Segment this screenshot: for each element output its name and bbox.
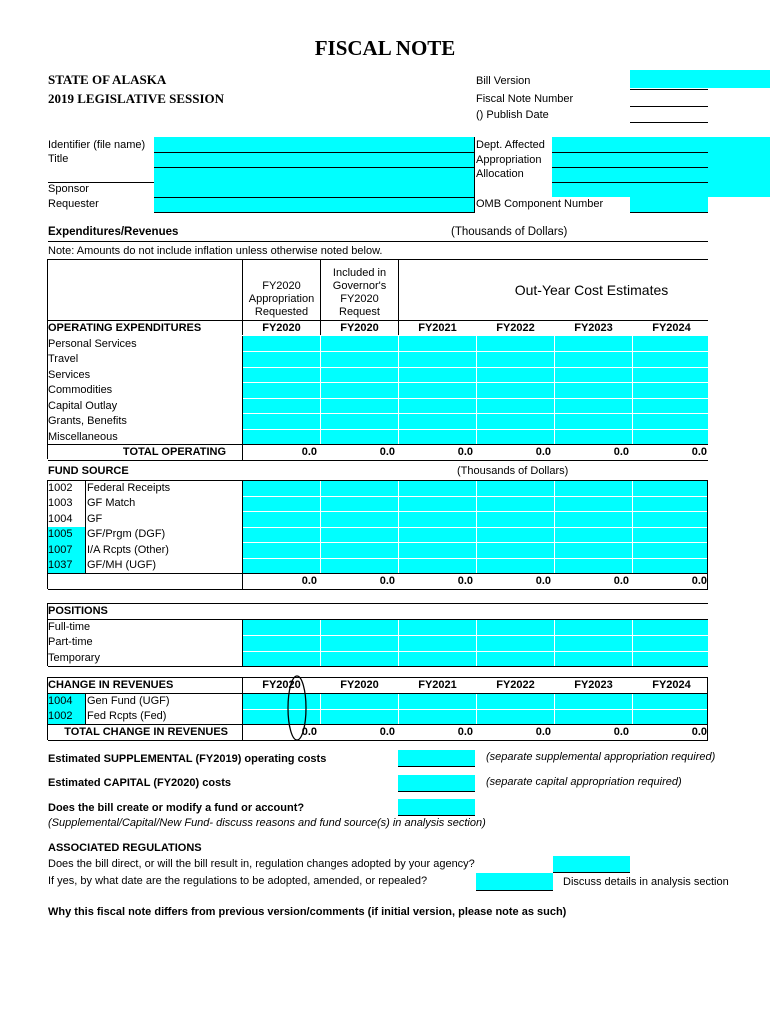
capital-label: Estimated CAPITAL (FY2020) costs: [48, 777, 231, 789]
supplemental-field[interactable]: [398, 750, 475, 767]
page-title: FISCAL NOTE: [314, 36, 456, 60]
revenues-heading: CHANGE IN REVENUES: [48, 679, 174, 691]
fund-note: (Supplemental/Capital/New Fund- discuss reasons and fund source(s) in analysis section): [48, 817, 486, 829]
total-operating-value: 0.0: [301, 446, 317, 458]
fund-code: 1037: [48, 559, 73, 571]
capital-field[interactable]: [398, 775, 475, 792]
operating-row-label: Capital Outlay: [48, 400, 118, 412]
title-label: Title: [48, 153, 69, 165]
year-header: FY2024: [652, 679, 691, 691]
expenditures-heading: Expenditures/Revenues: [48, 226, 179, 238]
fund-name: GF/Prgm (DGF): [87, 528, 166, 540]
year-header: FY2020: [262, 322, 301, 334]
year-header: FY2023: [574, 322, 613, 334]
fund-total-value: 0.0: [379, 575, 395, 587]
omb-label: OMB Component Number: [476, 198, 604, 210]
year-header: FY2022: [496, 679, 535, 691]
year-header: FY2020: [262, 679, 301, 691]
why-differs-label: Why this fiscal note differs from previous version/comments (if initial version, please note as such): [48, 906, 567, 918]
total-revenues-value: 0.0: [535, 726, 551, 738]
total-revenues-label: TOTAL CHANGE IN REVENUES: [64, 726, 228, 738]
outyear-heading: Out-Year Cost Estimates: [514, 282, 669, 298]
total-operating-value: 0.0: [457, 446, 473, 458]
fund-question-field[interactable]: [398, 799, 475, 816]
operating-row-label: Grants, Benefits: [48, 415, 127, 427]
fund-code: 1003: [48, 497, 73, 509]
fiscal-note-number-label: Fiscal Note Number: [476, 93, 574, 105]
fund-total-value: 0.0: [535, 575, 551, 587]
fund-question: Does the bill create or modify a fund or account?: [48, 802, 305, 814]
col-governors-request: Included in Governor's FY2020 Request: [332, 267, 387, 318]
fund-name: Federal Receipts: [87, 482, 171, 494]
omb-field[interactable]: [630, 197, 708, 212]
total-operating-value: 0.0: [535, 446, 551, 458]
publish-date-label: () Publish Date: [476, 109, 549, 121]
operating-row-label: Travel: [48, 353, 79, 365]
fund-name: GF: [87, 513, 103, 525]
identifier-title-field[interactable]: [154, 137, 474, 182]
fiscal-note-number-field[interactable]: [630, 106, 708, 107]
operating-row-label: Miscellaneous: [48, 431, 118, 443]
bill-version-label: Bill Version: [476, 75, 531, 87]
operating-row-label: Commodities: [48, 384, 113, 396]
total-revenues-value: 0.0: [301, 726, 317, 738]
year-header: FY2021: [418, 322, 457, 334]
revenue-code: 1004: [48, 695, 73, 707]
total-operating-value: 0.0: [691, 446, 707, 458]
operating-row-label: Services: [48, 369, 91, 381]
total-operating-value: 0.0: [613, 446, 629, 458]
operating-heading: OPERATING EXPENDITURES: [48, 322, 202, 334]
year-header: FY2022: [496, 322, 535, 334]
fund-total-value: 0.0: [457, 575, 473, 587]
allocation-label: Allocation: [476, 168, 524, 180]
year-header: FY2023: [574, 679, 613, 691]
assoc-question-1-field[interactable]: [553, 856, 630, 873]
inflation-note: Note: Amounts do not include inflation unless otherwise noted below.: [48, 245, 383, 257]
capital-note: (separate capital appropriation required): [486, 776, 682, 788]
fund-code: 1004: [48, 513, 73, 525]
supplemental-label: Estimated SUPPLEMENTAL (FY2019) operating costs: [48, 753, 327, 765]
expenditures-units: (Thousands of Dollars): [451, 226, 568, 238]
fund-total-value: 0.0: [691, 575, 707, 587]
col-appropriation-requested: FY2020 Appropriation Requested: [248, 280, 315, 318]
fund-code: 1005: [48, 528, 73, 540]
assoc-question-2: If yes, by what date are the regulations to be adopted, amended, or repealed?: [48, 875, 428, 887]
total-operating-label: TOTAL OPERATING: [122, 446, 226, 458]
fund-source-units: (Thousands of Dollars): [457, 465, 569, 477]
sponsor-label: Sponsor: [48, 183, 89, 195]
assoc-regulations-heading: ASSOCIATED REGULATIONS: [48, 842, 202, 854]
annotation-oval: [284, 674, 310, 742]
total-operating-value: 0.0: [379, 446, 395, 458]
revenue-name: Gen Fund (UGF): [87, 695, 170, 707]
fund-name: GF Match: [87, 497, 136, 509]
fund-code: 1007: [48, 544, 73, 556]
revenue-name: Fed Rcpts (Fed): [87, 710, 167, 722]
fund-total-value: 0.0: [613, 575, 629, 587]
position-row-label: Part-time: [48, 636, 93, 648]
requester-label: Requester: [48, 198, 99, 210]
total-revenues-value: 0.0: [379, 726, 395, 738]
fund-total-value: 0.0: [301, 575, 317, 587]
bill-version-field[interactable]: [630, 70, 770, 88]
appropriation-label: Appropriation: [476, 154, 542, 166]
session-label: 2019 LEGISLATIVE SESSION: [48, 91, 225, 106]
fund-code: 1002: [48, 482, 73, 494]
dept-label: Dept. Affected: [476, 139, 545, 151]
year-header: FY2021: [418, 679, 457, 691]
discuss-note: Discuss details in analysis section: [563, 876, 729, 888]
assoc-question-1: Does the bill direct, or will the bill result in, regulation changes adopted by your agency?: [48, 858, 475, 870]
year-header: FY2020: [340, 679, 379, 691]
year-header: FY2020: [340, 322, 379, 334]
total-revenues-value: 0.0: [457, 726, 473, 738]
fund-name: GF/MH (UGF): [87, 559, 157, 571]
identifier-label: Identifier (file name): [48, 139, 146, 151]
fund-name: I/A Rcpts (Other): [87, 544, 169, 556]
operating-row-label: Personal Services: [48, 338, 137, 350]
year-header: FY2024: [652, 322, 691, 334]
revenue-code: 1002: [48, 710, 73, 722]
total-revenues-value: 0.0: [613, 726, 629, 738]
supplemental-note: (separate supplemental appropriation required): [486, 751, 716, 763]
state-label: STATE OF ALASKA: [48, 72, 167, 87]
position-row-label: Full-time: [48, 621, 91, 633]
assoc-question-2-field[interactable]: [476, 873, 553, 891]
publish-date-field[interactable]: [630, 122, 708, 123]
fund-source-heading: FUND SOURCE: [48, 465, 129, 477]
positions-heading: POSITIONS: [48, 605, 108, 617]
position-row-label: Temporary: [48, 652, 100, 664]
total-revenues-value: 0.0: [691, 726, 707, 738]
